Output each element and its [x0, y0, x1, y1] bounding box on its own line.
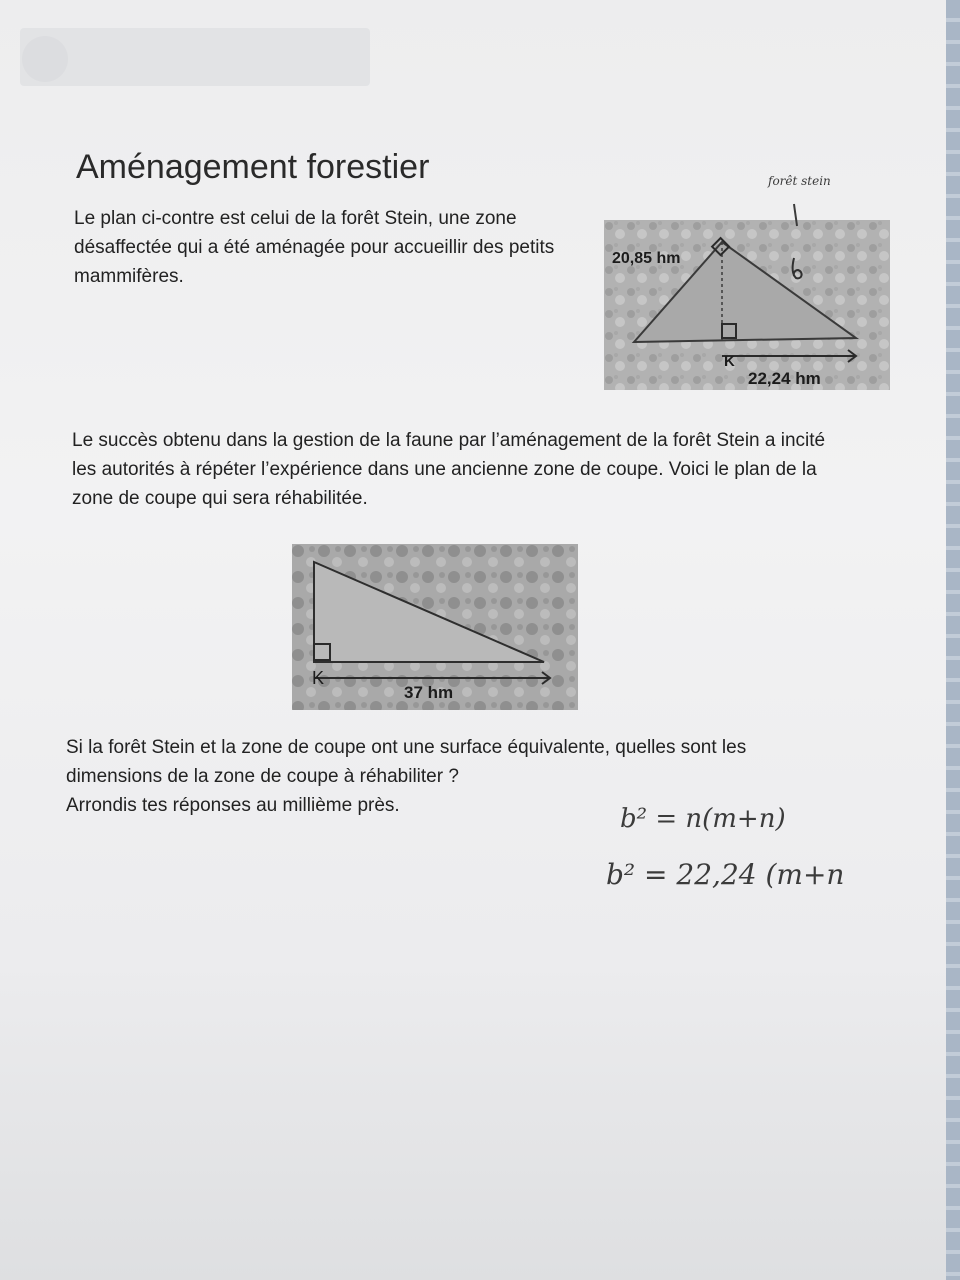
rounding-instruction: Arrondis tes réponses au millième près.	[66, 795, 400, 816]
stein-forest-plan	[604, 220, 890, 390]
notebook-edge	[946, 0, 960, 1280]
page-title: Aménagement forestier	[76, 148, 430, 186]
handwritten-equation-1: b² = n(m+n)	[620, 804, 786, 834]
cutting-zone-plan	[292, 544, 578, 710]
handwritten-equation-2: b² = 22,24 (m+n	[606, 858, 845, 891]
handwritten-note: forêt stein	[768, 174, 831, 188]
coupe-base-label: 37 hm	[404, 683, 454, 702]
stein-vertex-label: K	[724, 353, 735, 370]
stein-base-label: 22,24 hm	[748, 369, 821, 388]
cutting-zone-figure	[292, 544, 578, 710]
faded-number-circle	[22, 36, 68, 82]
coupe-vertex-label: K	[312, 668, 325, 688]
stein-side-label: 20,85 hm	[612, 250, 681, 267]
stein-forest-figure	[604, 220, 890, 390]
question-text: Si la forêt Stein et la zone de coupe ont une surface équivalente, quelles sont les dimensions de la zone de coupe à réhabiliter ?	[66, 737, 747, 787]
handwritten-b-mark	[788, 256, 808, 282]
handwritten-arrow	[786, 202, 806, 228]
faded-header-band	[20, 28, 370, 86]
context-paragraph: Le succès obtenu dans la gestion de la faune par l’aménagement de la forêt Stein a incité les autorités à répéter l’expérience dans une ancienne zone de coupe. Voici le plan de la zone de coupe qui sera réhabilitée.	[72, 430, 826, 509]
intro-paragraph: Le plan ci-contre est celui de la forêt Stein, une zone désaffectée qui a été aménagée pour accueillir des petits mammifères.	[74, 208, 555, 287]
